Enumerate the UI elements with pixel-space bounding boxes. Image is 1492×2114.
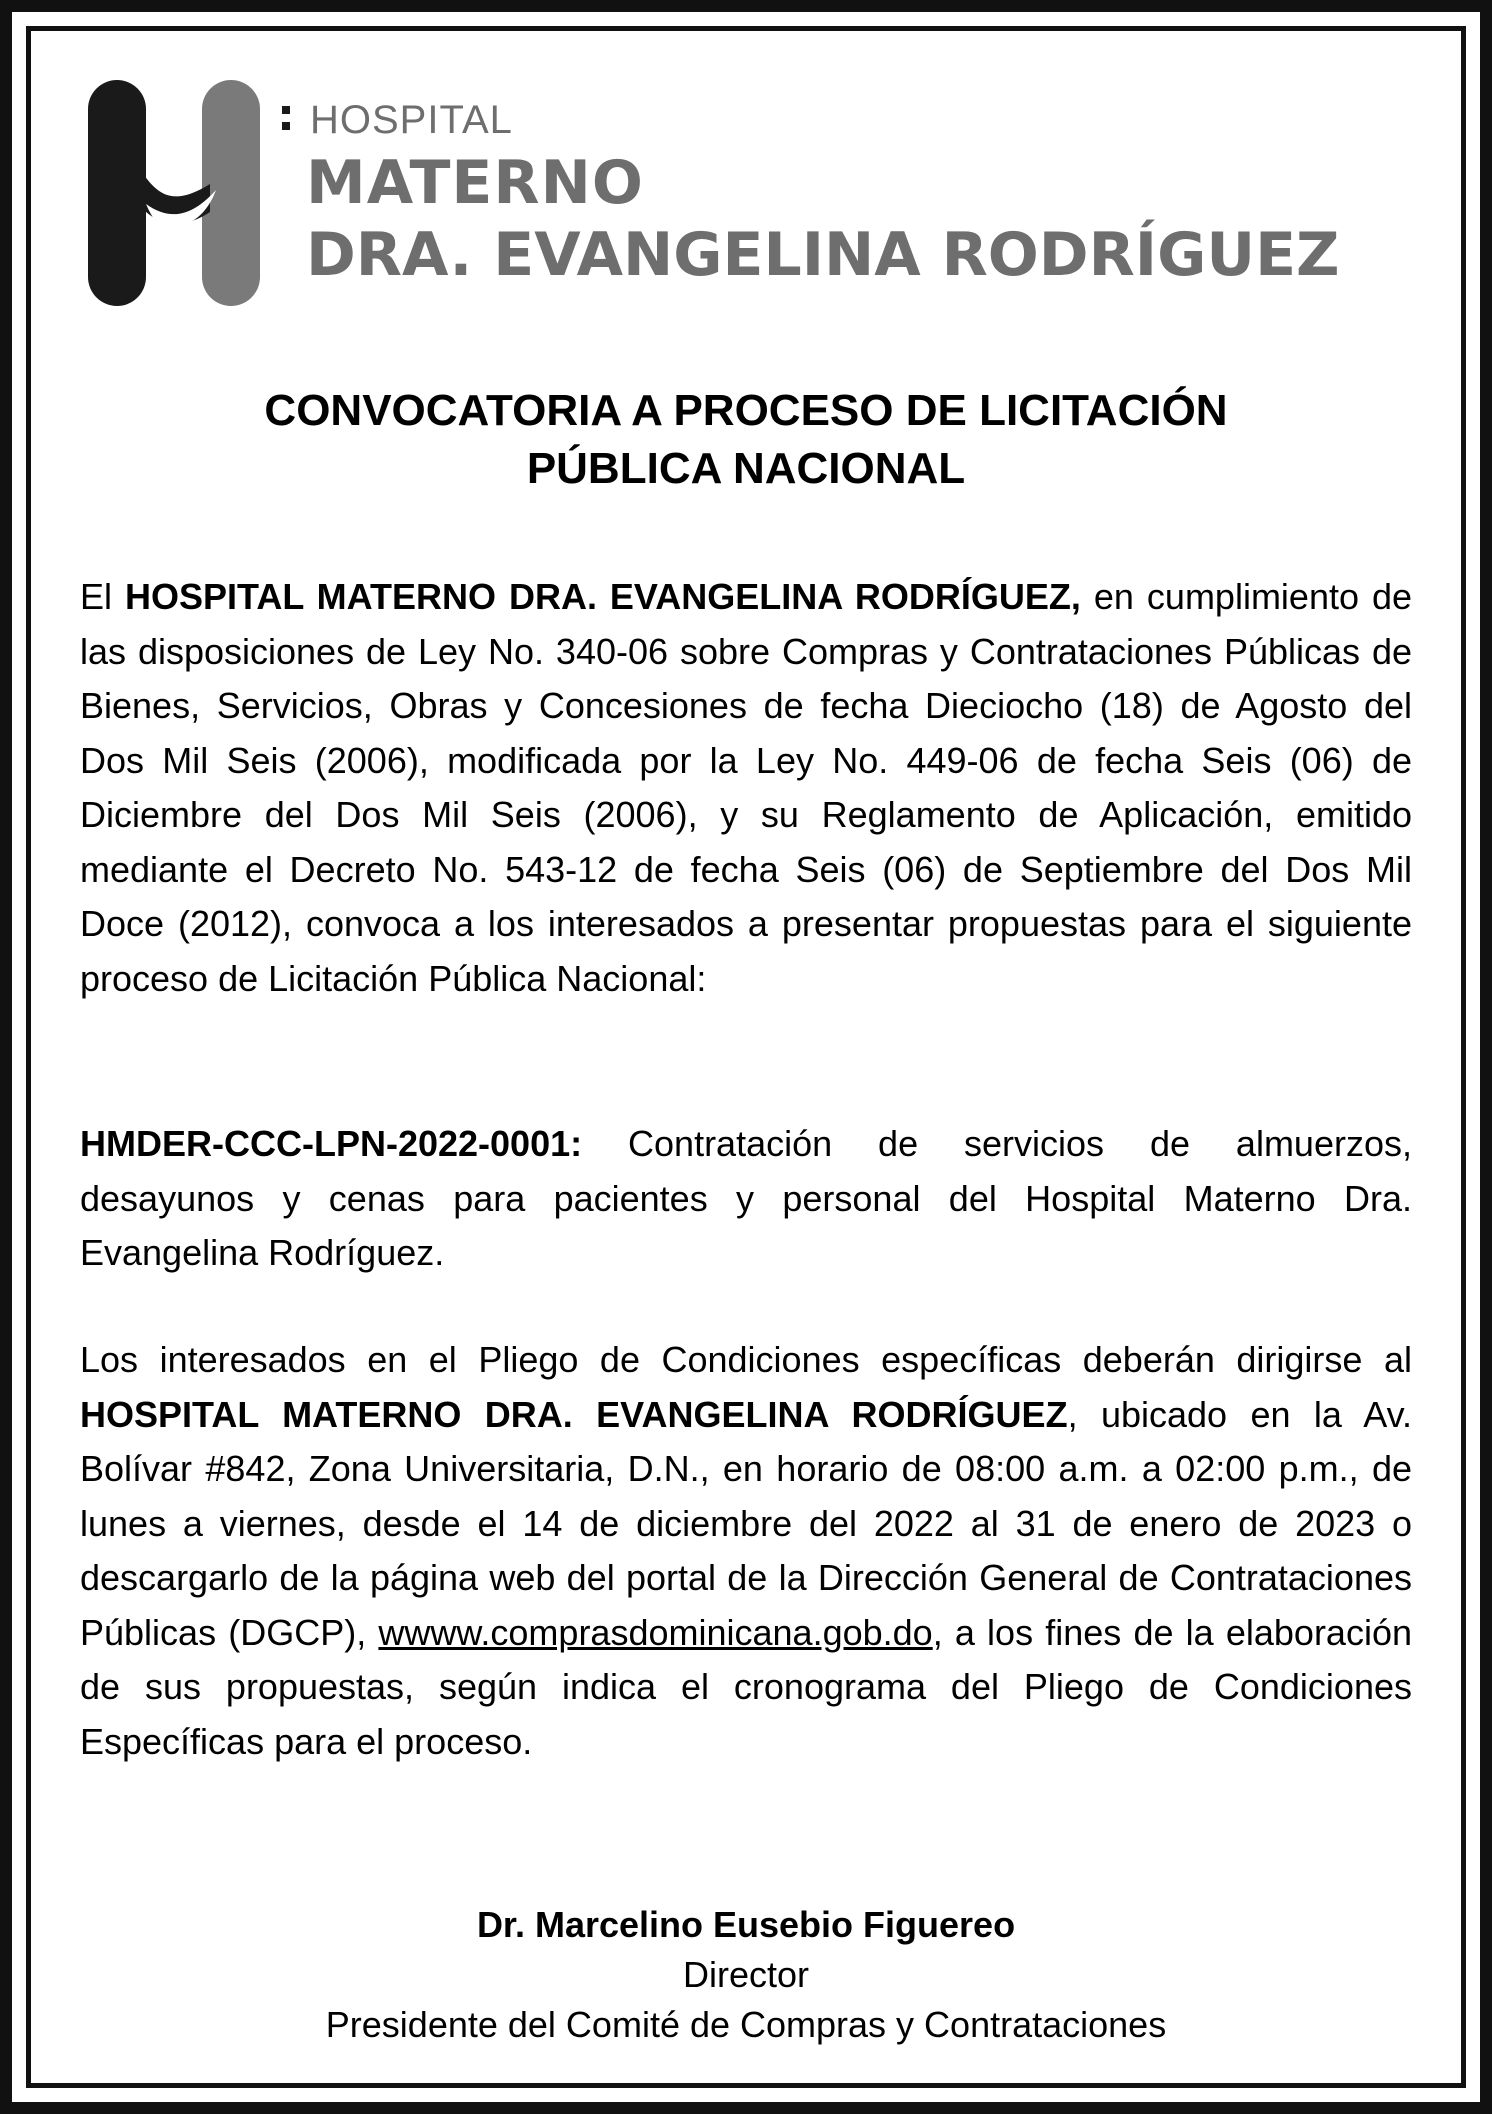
instructions-paragraph xyxy=(80,1333,1412,1769)
inner-border xyxy=(26,26,1466,2088)
signatory-name: Dr. Marcelino Eusebio Figuereo xyxy=(476,1904,1016,1945)
process-code: HMDER-CCC-LPN-2022-0001: xyxy=(80,1123,583,1164)
intro-pre: El xyxy=(80,576,125,617)
signature-block xyxy=(80,1900,1412,2050)
instructions-mid: , ubicado en la Av. Bolívar #842, Zona Universitaria, D.N., en horario de 08:00 a.m. a 02:00 p.m., de lunes a viernes, desde el 14 de diciembre del 2022 al 31 de enero de 2023 o descargarlo de la página web del portal de la Dirección General de Contrataciones Públicas (DGCP), xyxy=(80,1393,1412,1653)
portal-link[interactable]: wwww.comprasdominicana.gob.do xyxy=(378,1611,933,1653)
logo-materno-word: MATERNO xyxy=(306,148,644,218)
intro-hospital-name: HOSPITAL MATERNO DRA. EVANGELINA RODRÍGUEZ, xyxy=(125,576,1081,617)
signatory-committee: Presidente del Comité de Compras y Contrataciones xyxy=(325,2004,1167,2045)
hospital-logo xyxy=(82,78,1412,308)
intro-paragraph xyxy=(80,570,1412,1006)
intro-rest: en cumplimiento de las disposiciones de Ley No. 340-06 sobre Compras y Contrataciones Públicas de Bienes, Servicios, Obras y Concesiones de fecha Dieciocho (18) de Agosto del Dos Mil Seis (2006), modificada por la Ley No. 449-06 de fecha Seis (06) de Diciembre del Dos Mil Seis (2006), y su Reglamento de Aplicación, emitido mediante el Decreto No. 543-12 de fecha Seis (06) de Septiembre del Dos Mil Doce (2012), convoca a los interesados a presentar propuestas para el siguiente proceso de Licitación Pública Nacional: xyxy=(80,576,1413,999)
signatory-role: Director xyxy=(682,1954,810,1995)
instructions-hospital-name: HOSPITAL MATERNO DRA. EVANGELINA RODRÍGUEZ xyxy=(80,1393,1068,1435)
instructions-post: , a los fines de la elaboración de sus propuestas, según indica el cronograma del Pliego de Condiciones Específicas para el proceso. xyxy=(80,1611,1412,1762)
title-line-2: PÚBLICA NACIONAL xyxy=(526,444,966,493)
logo-hospital-word: HOSPITAL xyxy=(310,98,513,142)
process-paragraph xyxy=(80,1117,1412,1281)
document-title xyxy=(80,382,1412,498)
instructions-pre: Los interesados en el Pliego de Condiciones específicas deberán dirigirse al xyxy=(80,1339,1412,1380)
process-description: Contratación de servicios de almuerzos, desayunos y cenas para pacientes y personal del Hospital Materno Dra. Evangelina Rodríguez. xyxy=(80,1123,1412,1273)
title-line-1: CONVOCATORIA A PROCESO DE LICITACIÓN xyxy=(264,386,1228,435)
logo-hospital-name: DRA. EVANGELINA RODRÍGUEZ xyxy=(306,220,1340,290)
h-logo-icon xyxy=(82,78,292,308)
